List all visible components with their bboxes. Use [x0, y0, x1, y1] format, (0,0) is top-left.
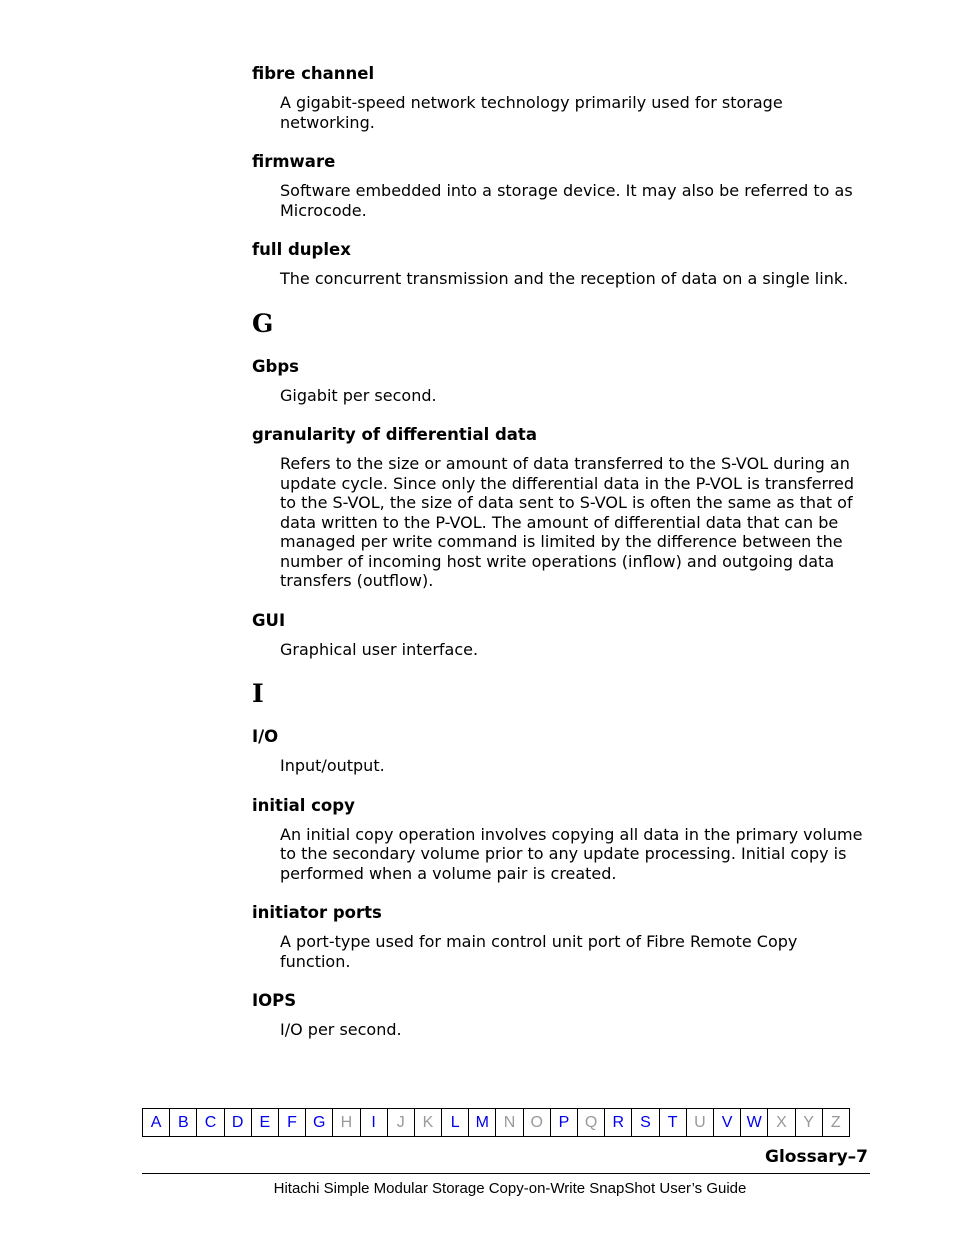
alphabet-link-k: K — [415, 1109, 442, 1136]
glossary-entry — [252, 796, 872, 884]
glossary-definition: Refers to the size or amount of data transferred to the S-VOL during an update cycle. Since only the differential data in the P-VOL is transferred to the S-VOL, the size of data sent to S-VOL is often the same as that of data written to the P-VOL. The amount of differential data that can be managed per write command is limited by the difference between the number of incoming host write operations (inflow) and outgoing data transfers (outflow). — [280, 454, 854, 590]
glossary-term: GUI — [252, 610, 286, 630]
section-letter-heading: I — [252, 679, 264, 708]
glossary-term: fibre channel — [252, 64, 375, 83]
glossary-definition: I/O per second. — [280, 1020, 402, 1039]
alphabet-link-i[interactable]: I — [361, 1109, 388, 1136]
glossary-entry — [252, 727, 872, 776]
alphabet-link-n: N — [496, 1109, 523, 1136]
glossary-definition: Gigabit per second. — [280, 385, 437, 405]
glossary-definition: A gigabit-speed network technology primarily used for storage networking. — [280, 93, 783, 132]
glossary-term: initiator ports — [252, 903, 382, 922]
glossary-entry — [252, 152, 872, 220]
alphabet-link-u: U — [687, 1109, 714, 1136]
glossary-term: IOPS — [252, 991, 297, 1010]
alphabet-link-m[interactable]: M — [469, 1109, 496, 1136]
alphabet-link-p[interactable]: P — [551, 1109, 578, 1136]
glossary-definition: The concurrent transmission and the reception of data on a single link. — [280, 269, 849, 288]
alphabet-link-a[interactable]: A — [143, 1109, 170, 1136]
alphabet-link-j: J — [388, 1109, 415, 1136]
glossary-definition: Graphical user interface. — [280, 639, 479, 659]
alphabet-link-x: X — [768, 1109, 795, 1136]
glossary-entry — [252, 357, 872, 406]
alphabet-link-e[interactable]: E — [252, 1109, 279, 1136]
glossary-entry — [252, 903, 872, 971]
footer-book-title: Hitachi Simple Modular Storage Copy-on-Write SnapShot User’s Guide — [273, 1180, 747, 1197]
glossary-definition: Input/output. — [280, 756, 385, 775]
alphabet-link-b[interactable]: B — [170, 1109, 197, 1136]
alphabet-link-z: Z — [823, 1109, 850, 1136]
glossary-term: firmware — [252, 152, 336, 171]
alphabet-link-d[interactable]: D — [225, 1109, 252, 1136]
glossary-term: Gbps — [252, 356, 299, 376]
glossary-entry — [252, 425, 872, 591]
glossary-definition: A port-type used for main control unit port of Fibre Remote Copy function. — [280, 932, 798, 971]
page-number-label: Glossary–7 — [765, 1147, 868, 1167]
alphabet-link-q: Q — [578, 1109, 605, 1136]
glossary-term: initial copy — [252, 795, 355, 815]
glossary-definition: An initial copy operation involves copying all data in the primary volume to the secondary volume prior to any update processing. Initial copy is performed when a volume pair is created. — [280, 824, 863, 883]
footer-divider — [142, 1173, 870, 1174]
glossary-term: granularity of differential data — [252, 425, 537, 444]
glossary-entry — [252, 240, 872, 289]
glossary-term: I/O — [252, 727, 279, 746]
glossary-entry — [252, 991, 872, 1040]
alphabet-link-g[interactable]: G — [306, 1109, 333, 1136]
alphabet-link-l[interactable]: L — [442, 1109, 469, 1136]
glossary-content — [252, 64, 872, 1060]
glossary-entry — [252, 64, 872, 132]
alphabet-index-nav — [142, 1108, 850, 1137]
alphabet-link-c[interactable]: C — [197, 1109, 224, 1136]
alphabet-link-h: H — [333, 1109, 360, 1136]
alphabet-link-y: Y — [796, 1109, 823, 1136]
glossary-term: full duplex — [252, 240, 351, 259]
alphabet-link-o: O — [524, 1109, 551, 1136]
alphabet-link-r[interactable]: R — [605, 1109, 632, 1136]
alphabet-link-s[interactable]: S — [632, 1109, 659, 1136]
section-letter-heading: G — [252, 308, 274, 338]
glossary-definition: Software embedded into a storage device. It may also be referred to as Microcode. — [280, 181, 853, 220]
glossary-entry — [252, 611, 872, 660]
alphabet-link-f[interactable]: F — [279, 1109, 306, 1136]
alphabet-link-v[interactable]: V — [714, 1109, 741, 1136]
alphabet-link-t[interactable]: T — [660, 1109, 687, 1136]
alphabet-link-w[interactable]: W — [741, 1109, 768, 1136]
